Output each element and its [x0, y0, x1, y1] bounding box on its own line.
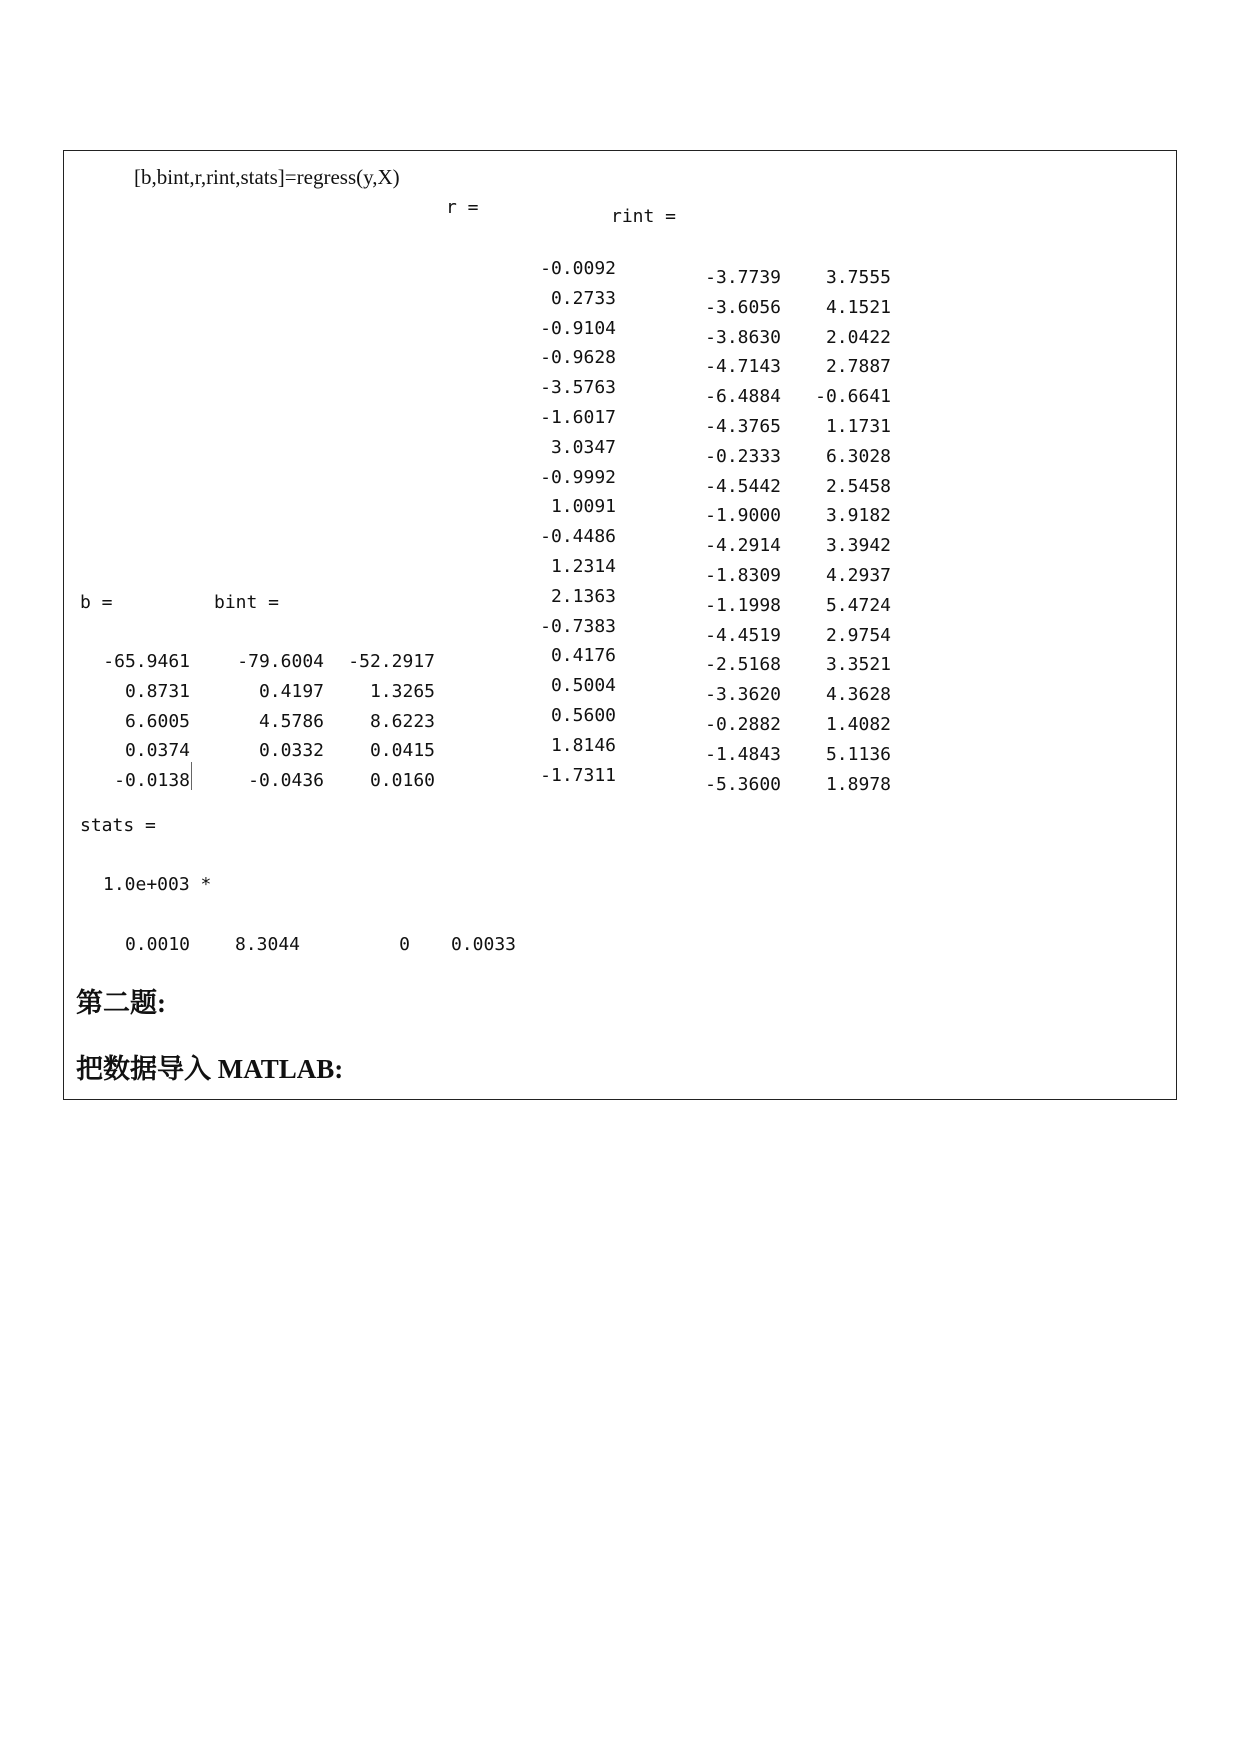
rint-upper-value: 4.2937 [825, 564, 891, 586]
rint-lower-value: -2.5168 [705, 654, 781, 676]
section-heading: 第二题: [76, 988, 166, 1018]
rint-upper-value: 5.1136 [825, 743, 891, 765]
rint-upper-value: -0.6641 [815, 386, 891, 408]
r-value: 0.2733 [550, 287, 616, 309]
r-value: -1.6017 [540, 406, 616, 428]
rint-lower-value: -3.7739 [705, 267, 781, 288]
r-value: -1.7311 [540, 764, 616, 786]
rint-upper-value: 6.3028 [825, 445, 891, 467]
b-label: b = [80, 592, 113, 613]
text-cursor [191, 762, 192, 790]
rint-upper-value: 3.7555 [825, 267, 891, 288]
subsection-heading: 把数据导入 MATLAB: [76, 1054, 344, 1084]
rint-lower-value: -4.3765 [705, 415, 781, 437]
bint-lower-value: 0.0332 [258, 740, 324, 762]
regress-command: [b,bint,r,rint,stats]=regress(y,X) [134, 165, 400, 189]
rint-column-2 [791, 263, 891, 799]
rint-lower-value: -4.5442 [705, 475, 781, 497]
rint-upper-value: 1.4082 [825, 713, 891, 735]
bint-upper-value: 0.0160 [369, 770, 435, 792]
bint-label: bint = [214, 592, 280, 613]
b-value: -0.0138 [114, 770, 190, 792]
rint-upper-value: 2.0422 [825, 326, 891, 348]
r-value: 3.0347 [550, 436, 616, 458]
r-column [504, 254, 616, 790]
rint-lower-value: -0.2882 [705, 713, 781, 735]
stats-label: stats = [80, 815, 156, 836]
b-value: 0.8731 [124, 680, 190, 702]
b-value: 0.0374 [124, 740, 190, 762]
bint-lower-value: -0.0436 [248, 770, 324, 792]
b-column [78, 647, 190, 796]
r-value: -0.9628 [540, 347, 616, 369]
r-value: 1.2314 [550, 555, 616, 577]
rint-lower-value: -1.9000 [705, 505, 781, 527]
rint-lower-value: -1.8309 [705, 564, 781, 586]
bint-column-2 [334, 647, 435, 796]
r-value: -3.5763 [540, 377, 616, 399]
bint-lower-value: 0.4197 [258, 680, 324, 702]
stats-value-2: 8.3044 [234, 934, 300, 955]
rint-upper-value: 5.4724 [825, 594, 891, 616]
r-value: 2.1363 [550, 585, 616, 607]
stats-value-4: 0.0033 [450, 934, 516, 955]
r-value: 1.8146 [550, 734, 616, 756]
b-value: 6.6005 [124, 710, 190, 732]
bint-lower-value: 4.5786 [258, 710, 324, 732]
rint-upper-value: 1.1731 [825, 415, 891, 437]
rint-upper-value: 1.8978 [825, 773, 891, 795]
r-value: 0.5004 [550, 675, 616, 697]
b-value: -65.9461 [103, 651, 190, 672]
rint-lower-value: -4.2914 [705, 535, 781, 557]
bint-upper-value: -52.2917 [348, 651, 435, 672]
stats-value-1: 0.0010 [124, 934, 190, 955]
rint-upper-value: 3.3942 [825, 535, 891, 557]
stats-value-3: 0 [399, 934, 410, 955]
rint-upper-value: 4.3628 [825, 684, 891, 706]
output-frame [63, 150, 1177, 1100]
rint-upper-value: 3.9182 [825, 505, 891, 527]
bint-upper-value: 1.3265 [369, 680, 435, 702]
bint-upper-value: 8.6223 [369, 710, 435, 732]
stats-scale: 1.0e+003 * [103, 874, 212, 895]
rint-lower-value: -1.1998 [705, 594, 781, 616]
rint-upper-value: 3.3521 [825, 654, 891, 676]
r-value: -0.0092 [540, 258, 616, 279]
rint-label: rint = [611, 206, 677, 227]
rint-upper-value: 2.9754 [825, 624, 891, 646]
r-value: 0.4176 [550, 645, 616, 667]
rint-lower-value: -3.8630 [705, 326, 781, 348]
r-value: -0.7383 [540, 615, 616, 637]
r-label: r = [446, 197, 479, 218]
bint-column-1 [214, 647, 324, 796]
rint-lower-value: -0.2333 [705, 445, 781, 467]
rint-upper-value: 2.7887 [825, 356, 891, 378]
r-value: -0.4486 [540, 526, 616, 548]
bint-lower-value: -79.6004 [237, 651, 324, 672]
r-value: 0.5600 [550, 704, 616, 726]
rint-lower-value: -1.4843 [705, 743, 781, 765]
rint-lower-value: -3.6056 [705, 296, 781, 318]
r-value: 1.0091 [550, 496, 616, 518]
rint-lower-value: -5.3600 [705, 773, 781, 795]
rint-lower-value: -6.4884 [705, 386, 781, 408]
r-value: -0.9992 [540, 466, 616, 488]
rint-lower-value: -3.3620 [705, 684, 781, 706]
rint-lower-value: -4.4519 [705, 624, 781, 646]
rint-upper-value: 4.1521 [825, 296, 891, 318]
r-value: -0.9104 [540, 317, 616, 339]
rint-lower-value: -4.7143 [705, 356, 781, 378]
rint-upper-value: 2.5458 [825, 475, 891, 497]
rint-column-1 [664, 263, 781, 799]
bint-upper-value: 0.0415 [369, 740, 435, 762]
